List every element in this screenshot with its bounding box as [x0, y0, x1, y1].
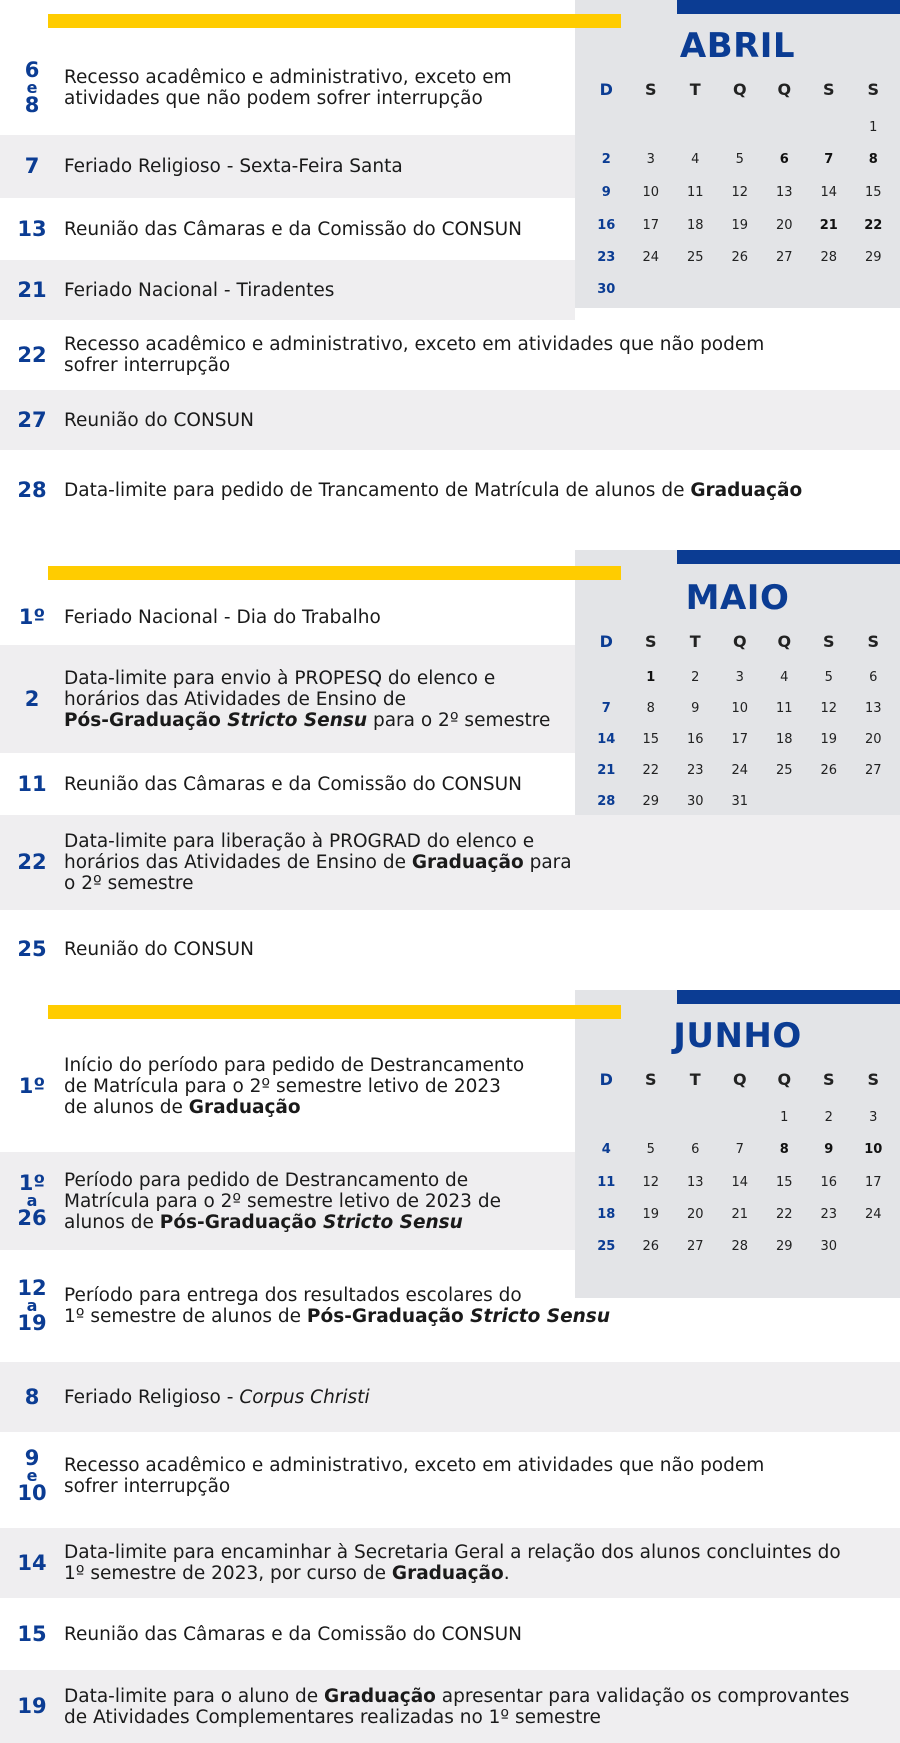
- day-cell-holiday: 9: [824, 1142, 834, 1157]
- day-cell: [629, 1110, 674, 1125]
- day-cell: 3: [646, 152, 655, 167]
- weekday: Q: [732, 80, 747, 99]
- text-part-bold: Graduação: [324, 1685, 436, 1707]
- may-section: [0, 550, 900, 990]
- day-cell: [584, 670, 629, 685]
- event-description: [64, 67, 512, 109]
- day-cell: 7: [601, 701, 611, 716]
- day-cell: 12: [820, 701, 838, 716]
- day-cell: 17: [731, 732, 749, 747]
- calendar-title: JUNHO: [673, 1016, 802, 1056]
- text-line: o 2º semestre: [64, 873, 194, 894]
- day-cell-holiday: 1: [646, 670, 656, 685]
- date-start: 7: [24, 154, 40, 178]
- text-line: Período para pedido de Destrancamento de: [64, 1169, 469, 1191]
- week-row: [575, 763, 900, 778]
- day-cell: 17: [864, 1175, 882, 1190]
- week-row: [575, 794, 900, 809]
- date-start: 1º: [18, 605, 46, 629]
- week-row: [575, 701, 900, 716]
- day-cell: 30: [686, 794, 704, 809]
- day-cell-holiday: 8: [868, 152, 878, 167]
- calendar-title: ABRIL: [679, 26, 796, 66]
- text-part: para o 2º semestre: [367, 709, 551, 731]
- day-cell: 23: [686, 763, 704, 778]
- weekday-header: [575, 632, 900, 651]
- event-row: [0, 320, 900, 390]
- event-row: [0, 1152, 575, 1250]
- event-date: [0, 771, 64, 796]
- day-cell: [718, 1110, 763, 1125]
- day-cell: 25: [775, 763, 793, 778]
- week-row: [575, 282, 900, 297]
- event-row: [0, 815, 900, 910]
- date-end: 19: [17, 1311, 47, 1335]
- day-cell: 2: [824, 1110, 833, 1125]
- week-row: [575, 732, 900, 747]
- date-start: 19: [17, 1694, 47, 1718]
- event-description: Reunião das Câmaras e da Comissão do CONSUN: [64, 1623, 523, 1645]
- text-line: horários das Atividades de Ensino de: [64, 688, 406, 710]
- weekday: Q: [777, 1070, 792, 1089]
- text-line: sofrer interrupção: [64, 355, 231, 376]
- weekday: S: [644, 80, 657, 99]
- day-cell: 30: [820, 1239, 838, 1254]
- event-row: [0, 1250, 900, 1362]
- event-description: [64, 334, 764, 376]
- event-description: [64, 831, 572, 894]
- event-description: Feriado Religioso - Sexta-Feira Santa: [64, 156, 403, 177]
- event-date: [0, 216, 64, 241]
- day-cell: 29: [775, 1239, 793, 1254]
- event-row: [0, 1528, 900, 1598]
- day-cell: 6: [869, 670, 878, 685]
- date-start: 11: [17, 771, 47, 796]
- text-part: Data-limite para o aluno de: [64, 1685, 325, 1707]
- day-cell-holiday: 21: [819, 218, 838, 233]
- weekday: S: [822, 1070, 835, 1089]
- day-cell: 18: [775, 732, 793, 747]
- date-start: 22: [17, 850, 47, 874]
- weekday: D: [599, 632, 613, 651]
- date-start: 14: [17, 1550, 47, 1575]
- june-section: [0, 990, 900, 1743]
- day-cell: 4: [601, 1142, 611, 1157]
- event-date: [0, 477, 64, 502]
- section-accent-bar: [48, 1005, 621, 1019]
- date-end: 10: [17, 1481, 47, 1505]
- event-date: [0, 1621, 64, 1646]
- date-separator: a: [26, 1296, 38, 1315]
- event-description: [64, 1542, 841, 1584]
- day-cell: 24: [642, 250, 660, 265]
- day-cell: 19: [731, 218, 749, 233]
- day-cell: 1: [869, 120, 878, 135]
- event-row: [0, 1670, 900, 1743]
- day-cell: 19: [642, 1207, 660, 1222]
- text-part-bold: Graduação: [411, 852, 524, 873]
- weekday: Q: [777, 80, 792, 99]
- event-row: [0, 920, 900, 978]
- weekday-header: [575, 80, 900, 99]
- text-line: Início do período para pedido de Destrancamento: [64, 1054, 525, 1076]
- text-line: de Matrícula para o 2º semestre letivo de 2023: [64, 1075, 501, 1097]
- text-part: alunos de: [64, 1211, 160, 1233]
- day-cell: 31: [731, 794, 749, 809]
- day-cell: 27: [864, 763, 882, 778]
- event-date: [0, 277, 64, 302]
- event-description: [64, 668, 550, 731]
- may-calendar: [575, 550, 900, 858]
- event-row: [0, 753, 575, 815]
- text-line: Período para entrega dos resultados escolares do: [64, 1285, 522, 1306]
- event-description: [64, 480, 802, 501]
- day-cell: 25: [686, 250, 704, 265]
- day-cell: 18: [686, 218, 704, 233]
- day-cell: 5: [646, 1142, 655, 1157]
- event-date: [0, 686, 64, 711]
- date-start: 2: [24, 686, 40, 711]
- day-cell: [762, 120, 807, 135]
- text-part-bold: Graduação: [690, 479, 803, 501]
- event-row: [0, 1030, 575, 1142]
- event-row: [0, 1432, 900, 1520]
- section-accent-bar: [48, 14, 621, 28]
- event-date: [0, 850, 64, 874]
- day-cell: 13: [775, 185, 793, 200]
- event-row: [0, 260, 575, 320]
- day-cell: 15: [864, 185, 882, 200]
- date-start: 28: [17, 477, 47, 502]
- day-cell: [584, 1110, 629, 1125]
- weekday: Q: [777, 632, 792, 651]
- event-date: [0, 605, 64, 629]
- week-row: [575, 1142, 900, 1157]
- date-separator: a: [26, 1191, 38, 1210]
- day-cell: 16: [597, 218, 616, 233]
- text-part-bold-italic: Stricto Sensu: [470, 1306, 610, 1327]
- weekday: S: [822, 80, 835, 99]
- date-start: 27: [17, 407, 47, 432]
- day-cell: 11: [597, 1175, 616, 1190]
- day-cell: 16: [686, 732, 704, 747]
- day-cell: 23: [820, 1207, 838, 1222]
- event-description: Reunião do CONSUN: [64, 938, 254, 960]
- day-cell: [718, 120, 763, 135]
- day-cell: 29: [864, 250, 882, 265]
- day-cell: 29: [642, 794, 660, 809]
- weekday: T: [689, 80, 701, 99]
- event-date: [0, 342, 64, 367]
- day-cell-holiday: 8: [779, 1142, 789, 1157]
- text-line: Recesso acadêmico e administrativo, exceto em atividades que não podem: [64, 1455, 765, 1476]
- weekday: S: [644, 1070, 657, 1089]
- day-cell: 12: [731, 185, 749, 200]
- date-start: 6: [24, 57, 40, 82]
- day-cell: 21: [731, 1207, 749, 1222]
- day-cell: 20: [686, 1207, 704, 1222]
- event-description: [64, 1455, 764, 1497]
- day-cell: 10: [731, 701, 749, 716]
- event-row: [0, 1362, 900, 1432]
- april-calendar: [575, 0, 900, 308]
- event-row: [0, 590, 575, 645]
- week-row: [575, 120, 900, 135]
- day-cell: 7: [735, 1142, 744, 1157]
- event-date: [0, 154, 64, 178]
- weekday-header: [575, 1070, 900, 1089]
- day-cell: [807, 120, 852, 135]
- text-line: Data-limite para encaminhar à Secretaria Geral a relação dos alunos concluintes do: [64, 1542, 841, 1563]
- day-cell: 23: [597, 250, 616, 265]
- day-cell: 24: [731, 763, 749, 778]
- day-cell: 14: [731, 1175, 749, 1190]
- april-section: [0, 0, 900, 535]
- day-cell: 21: [597, 763, 616, 778]
- day-cell: 8: [646, 701, 655, 716]
- day-cell: 22: [642, 763, 660, 778]
- event-date: [0, 936, 64, 961]
- event-date: [0, 1073, 64, 1098]
- day-cell: [629, 120, 674, 135]
- day-cell: 20: [864, 732, 882, 747]
- weekday: Q: [732, 632, 747, 651]
- weekday: S: [867, 1070, 880, 1089]
- day-cell: 5: [735, 152, 744, 167]
- day-cell: 1: [780, 1110, 789, 1125]
- text-line: Data-limite para envio à PROPESQ do elenco e: [64, 667, 496, 689]
- text-part: .: [503, 1563, 510, 1584]
- weekday: S: [644, 632, 657, 651]
- event-row: [0, 135, 575, 198]
- event-row: [0, 198, 575, 260]
- weekday: D: [599, 80, 613, 99]
- day-cell: 13: [864, 701, 882, 716]
- date-start: 21: [17, 277, 47, 302]
- date-start: 1º: [18, 1073, 46, 1098]
- date-separator: e: [26, 1466, 38, 1485]
- day-cell: 16: [820, 1175, 838, 1190]
- event-description: [64, 1055, 524, 1118]
- calendar-accent-bar: [677, 990, 900, 1004]
- day-cell: 5: [824, 670, 833, 685]
- event-description: [64, 1387, 370, 1408]
- text-part: de alunos de: [64, 1096, 189, 1118]
- day-cell: 24: [864, 1207, 882, 1222]
- text-part-bold-italic: Stricto Sensu: [227, 709, 368, 731]
- day-cell: 4: [691, 152, 700, 167]
- text-part: Feriado Religioso -: [64, 1386, 240, 1408]
- day-cell: 19: [820, 732, 838, 747]
- week-row: [575, 185, 900, 200]
- event-description: Reunião das Câmaras e da Comissão do CONSUN: [64, 218, 523, 240]
- event-row: [0, 460, 900, 520]
- text-part-bold-italic: Stricto Sensu: [323, 1211, 463, 1233]
- event-row: [0, 40, 575, 135]
- date-start: 12: [17, 1276, 47, 1300]
- date-separator: e: [26, 77, 38, 97]
- text-part: para: [523, 852, 572, 873]
- day-cell: 3: [735, 670, 744, 685]
- section-accent-bar: [48, 566, 621, 580]
- day-cell: 14: [820, 185, 838, 200]
- event-date: [0, 1446, 64, 1505]
- text-part: 1º semestre de 2023, por curso de: [64, 1563, 392, 1584]
- day-cell: 6: [691, 1142, 700, 1157]
- day-cell: 4: [780, 670, 789, 685]
- event-row: [0, 1598, 900, 1670]
- date-start: 9: [24, 1446, 40, 1470]
- calendar-accent-bar: [677, 0, 900, 14]
- day-cell: 26: [642, 1239, 660, 1254]
- weekday: S: [822, 632, 835, 651]
- day-cell-holiday: 10: [864, 1142, 883, 1157]
- day-cell: 2: [691, 670, 700, 685]
- calendar-accent-bar: [677, 550, 900, 564]
- week-row: [575, 152, 900, 167]
- day-cell: 30: [597, 282, 616, 297]
- text-line: Recesso acadêmico e administrativo, exceto em: [64, 66, 512, 88]
- day-cell: 28: [597, 794, 616, 809]
- date-end: 8: [24, 92, 40, 117]
- day-cell: 14: [597, 732, 616, 747]
- week-row: [575, 250, 900, 265]
- text-part: apresentar para validação os comprovantes: [435, 1685, 850, 1707]
- event-description: [64, 1686, 849, 1728]
- text-part-bold: Pós-Graduação: [159, 1211, 324, 1233]
- event-date: [0, 1384, 64, 1409]
- weekday: D: [599, 1070, 613, 1089]
- text-part-bold: Graduação: [391, 1563, 504, 1584]
- weekday: S: [867, 632, 880, 651]
- event-description: Feriado Nacional - Tiradentes: [64, 279, 335, 301]
- day-cell: 28: [820, 250, 838, 265]
- event-description: Reunião do CONSUN: [64, 409, 254, 431]
- date-start: 1º: [18, 1171, 46, 1195]
- date-start: 22: [17, 342, 47, 367]
- event-date: [0, 1550, 64, 1575]
- event-date: [0, 1276, 64, 1335]
- weekday: T: [689, 632, 701, 651]
- text-line: Matrícula para o 2º semestre letivo de 2023 de: [64, 1190, 501, 1212]
- day-cell: [673, 1110, 718, 1125]
- day-cell: 9: [691, 701, 700, 716]
- text-part-italic: Corpus Christi: [239, 1386, 370, 1408]
- text-line: atividades que não podem sofrer interrupção: [64, 87, 483, 109]
- day-cell: 15: [775, 1175, 793, 1190]
- day-cell: [673, 120, 718, 135]
- weekday: Q: [732, 1070, 747, 1089]
- date-start: 13: [17, 216, 47, 241]
- day-cell: 10: [642, 185, 660, 200]
- date-start: 15: [17, 1621, 47, 1646]
- day-cell-holiday: 7: [824, 152, 834, 167]
- calendar-title: MAIO: [685, 578, 790, 618]
- event-description: Feriado Nacional - Dia do Trabalho: [64, 607, 381, 628]
- day-cell: 18: [597, 1207, 616, 1222]
- day-cell: 11: [775, 701, 793, 716]
- text-part: 1º semestre de alunos de: [64, 1306, 307, 1327]
- event-description: Reunião das Câmaras e da Comissão do CONSUN: [64, 773, 523, 795]
- date-end: 26: [17, 1206, 47, 1230]
- day-cell: 12: [642, 1175, 660, 1190]
- event-date: [0, 407, 64, 432]
- week-row: [575, 1207, 900, 1222]
- text-line: Data-limite para liberação à PROGRAD do elenco e: [64, 831, 535, 852]
- day-cell: 3: [869, 1110, 878, 1125]
- event-description: [64, 1170, 501, 1233]
- text-line: de Atividades Complementares realizadas no 1º semestre: [64, 1706, 601, 1728]
- text-part: horários das Atividades de Ensino de: [64, 852, 412, 873]
- day-cell: 22: [775, 1207, 793, 1222]
- week-row: [575, 1110, 900, 1125]
- day-cell: [584, 120, 629, 135]
- day-cell: 20: [775, 218, 793, 233]
- day-cell-holiday: 22: [864, 218, 883, 233]
- date-start: 25: [17, 936, 47, 961]
- week-row: [575, 1175, 900, 1190]
- day-cell: 2: [601, 152, 611, 167]
- event-description: [64, 1285, 610, 1327]
- day-cell: 11: [686, 185, 704, 200]
- day-cell: 9: [601, 185, 611, 200]
- text-part-bold: Pós-Graduação: [306, 1306, 471, 1327]
- day-cell: 13: [686, 1175, 704, 1190]
- week-row: [575, 670, 900, 685]
- text-part-bold: Graduação: [188, 1096, 301, 1118]
- event-date: [0, 1694, 64, 1718]
- day-cell: 26: [731, 250, 749, 265]
- day-cell: 27: [686, 1239, 704, 1254]
- event-row: [0, 390, 900, 450]
- date-start: 8: [24, 1384, 40, 1409]
- day-cell: 25: [597, 1239, 616, 1254]
- day-cell: 27: [775, 250, 793, 265]
- text-line: Recesso acadêmico e administrativo, exceto em atividades que não podem: [64, 334, 765, 355]
- text-part-bold: Pós-Graduação: [64, 709, 228, 731]
- day-cell: 28: [731, 1239, 749, 1254]
- event-date: [0, 57, 64, 117]
- weekday: S: [867, 80, 880, 99]
- day-cell: 26: [820, 763, 838, 778]
- event-row: [0, 645, 575, 753]
- day-cell: 15: [642, 732, 660, 747]
- day-cell: 17: [642, 218, 660, 233]
- week-row: [575, 218, 900, 233]
- text-part: Data-limite para pedido de Trancamento de Matrícula de alunos de: [64, 479, 691, 501]
- day-cell-holiday: 6: [779, 152, 789, 167]
- event-date: [0, 1171, 64, 1230]
- weekday: T: [689, 1070, 701, 1089]
- text-line: sofrer interrupção: [64, 1476, 231, 1497]
